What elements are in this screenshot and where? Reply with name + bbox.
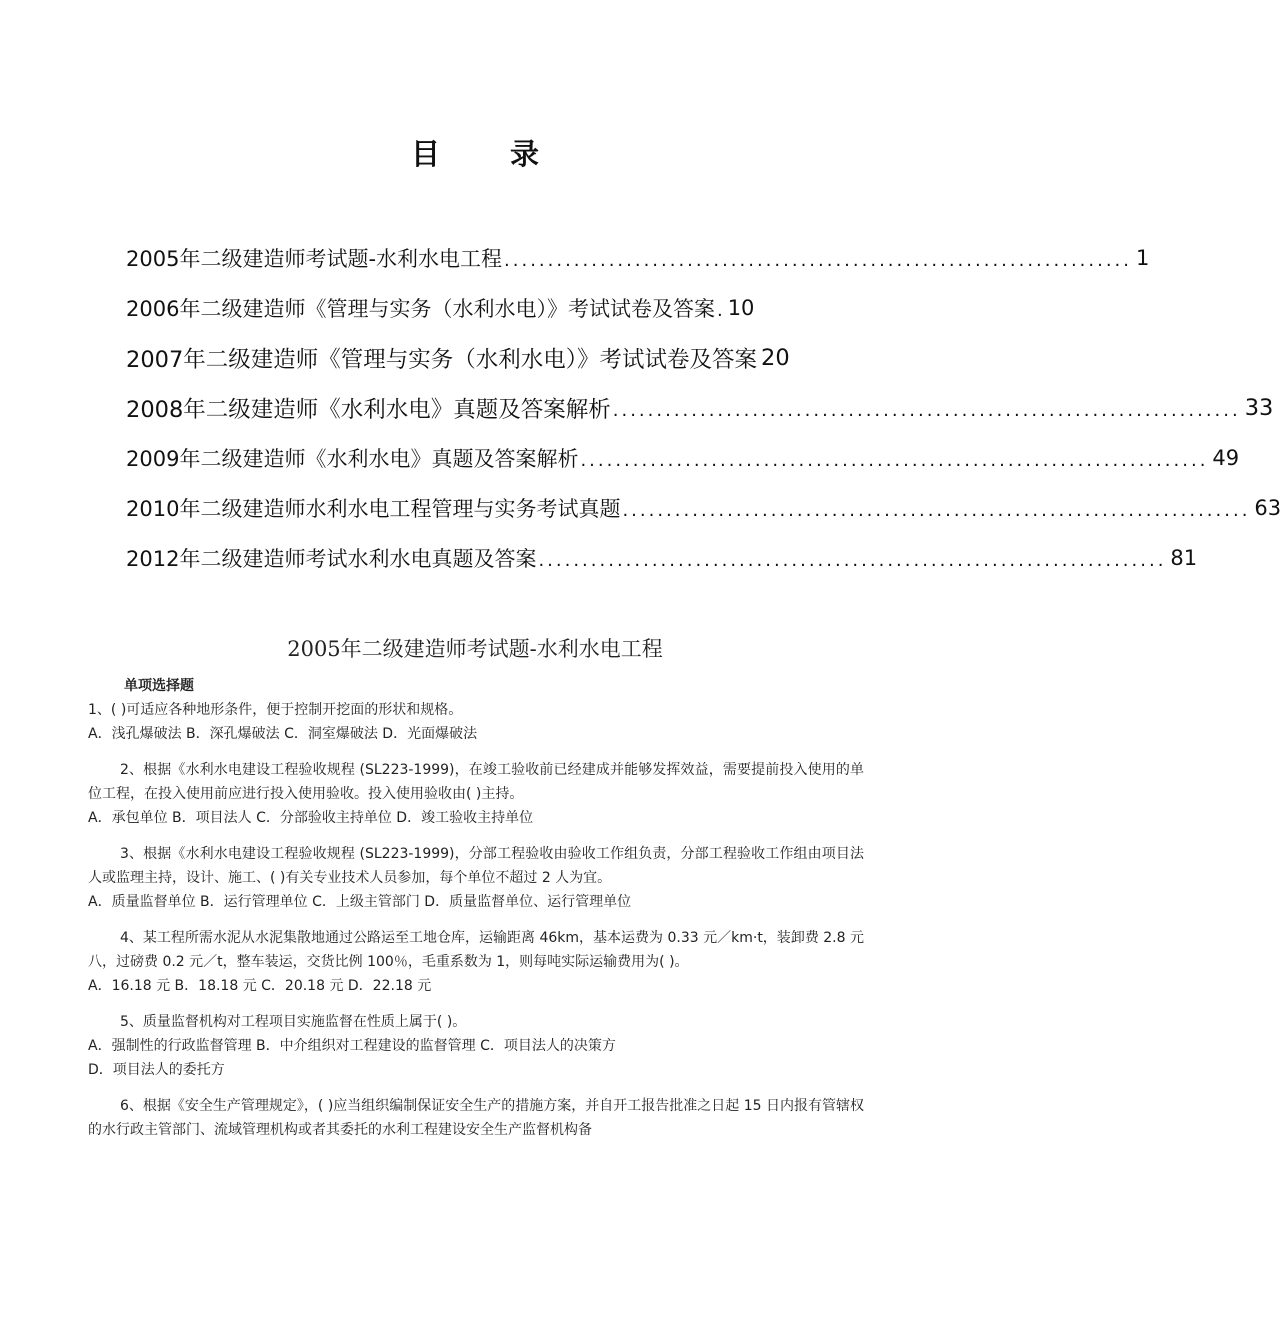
toc-leader-dots: ........................................................................	[612, 400, 1241, 421]
question-stem: 3、根据《水利水电建设工程验收规程 (SL223-1999)，分部工程验收由验收工作组负责，分部工程验收工作组由项目法人或监理主持，设计、施工、( )有关专业技术人员参加，每个单位不超过 2 人为宜。	[88, 846, 864, 886]
toc-page-number: 81	[1170, 546, 1198, 570]
question-stem: 1、( )可适应各种地形条件，便于控制开挖面的形状和规格。	[88, 702, 463, 718]
toc-item-text: 2012年二级建造师考试水利水电真题及答案	[126, 547, 537, 571]
toc-item[interactable]	[126, 233, 1150, 283]
toc-item[interactable]	[126, 283, 848, 333]
question-options: A．浅孔爆破法 B．深孔爆破法 C．洞室爆破法 D．光面爆破法	[88, 726, 478, 742]
toc-page-number: 20	[761, 345, 790, 371]
toc-item-text: 2007年二级建造师《管理与实务（水利水电）》考试试卷及答案	[126, 347, 758, 373]
toc-page-number: 63	[1254, 496, 1281, 520]
question-options: A．强制性的行政监督管理 B．中介组织对工程建设的监督管理 C．项目法人的决策方	[88, 1038, 616, 1054]
toc-page-number: 33	[1244, 395, 1274, 421]
toc-leader-dots: ........................................................................	[622, 500, 1251, 521]
question-options: A．质量监督单位 B．运行管理单位 C．上级主管部门 D．质量监督单位、运行管理单位	[88, 894, 632, 910]
toc-item-text: 2010年二级建造师水利水电工程管理与实务考试真题	[126, 497, 621, 521]
question-stem: 5、质量监督机构对工程项目实施监督在性质上属于( )。	[120, 1014, 467, 1030]
question-stem: 4、某工程所需水泥从水泥集散地通过公路运至工地仓库，运输距离 46km，基本运费为 0.33 元／km·t，装卸费 2.8 元八，过磅费 0.2 元／t，整车装运，交货比例 100％，毛重系数为 1，则每吨实际运输费用为( )。	[88, 930, 864, 970]
exam-body	[88, 674, 864, 1142]
section-title: 2005年二级建造师考试题-水利水电工程	[287, 637, 663, 661]
toc-item[interactable]	[126, 383, 1274, 433]
toc-leader-dots: .	[716, 300, 726, 321]
toc-item-text: 2008年二级建造师《水利水电》真题及答案解析	[126, 397, 611, 423]
toc-item[interactable]	[126, 433, 1240, 483]
section-subheading: 单项选择题	[124, 678, 194, 694]
toc-item[interactable]	[126, 533, 1198, 583]
toc-page-number: 49	[1212, 446, 1240, 470]
toc-item-text: 2009年二级建造师《水利水电》真题及答案解析	[126, 447, 579, 471]
table-of-contents	[126, 233, 1281, 583]
toc-leader-dots: ........................................................................	[538, 550, 1167, 571]
toc-leader-dots: ........................................................................	[504, 250, 1132, 271]
question-options: A．16.18 元 B．18.18 元 C．20.18 元 D．22.18 元	[88, 978, 432, 994]
toc-leader-dots: ........................................................................	[580, 450, 1209, 471]
toc-item-text: 2006年二级建造师《管理与实务（水利水电）》考试试卷及答案	[126, 297, 715, 321]
toc-title: 目 录	[410, 137, 570, 171]
question-options: A．承包单位 B．项目法人 C．分部验收主持单位 D．竣工验收主持单位	[88, 810, 534, 826]
toc-item-text: 2005年二级建造师考试题-水利水电工程	[126, 247, 503, 271]
question-stem: 6、根据《安全生产管理规定》，( )应当组织编制保证安全生产的措施方案，并自开工报告批准之日起 15 日内报有管辖权的水行政主管部门、流域管理机构或者其委托的水利工程建设安全生产监督机构备	[88, 1098, 864, 1138]
toc-item[interactable]	[126, 333, 848, 383]
toc-page-number: 10	[727, 296, 755, 320]
toc-page-number: 1	[1136, 246, 1150, 270]
question-stem: 2、根据《水利水电建设工程验收规程 (SL223-1999)，在竣工验收前已经建成并能够发挥效益，需要提前投入使用的单位工程，在投入使用前应进行投入使用验收。投入使用验收由( )主持。	[88, 762, 864, 802]
question-options: D．项目法人的委托方	[88, 1062, 225, 1078]
toc-item[interactable]	[126, 483, 1281, 533]
